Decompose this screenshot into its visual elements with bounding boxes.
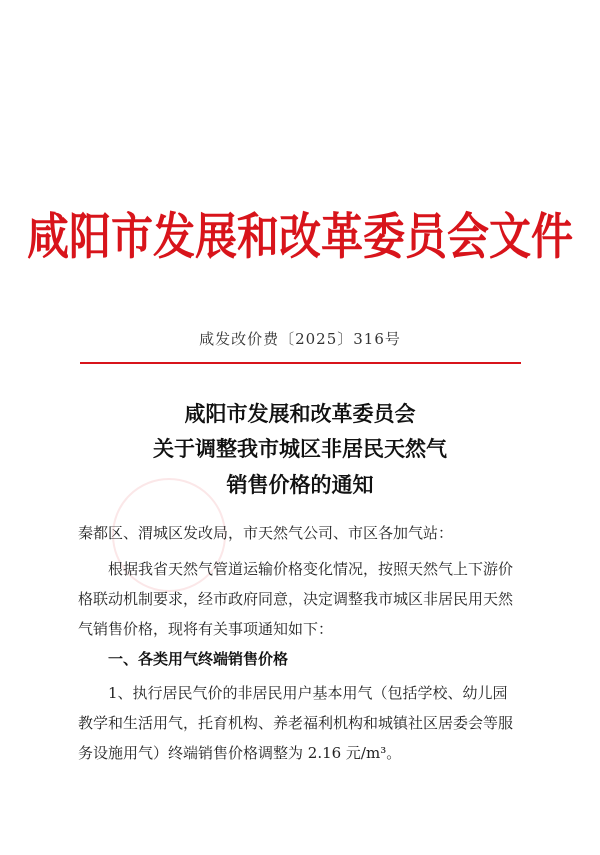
addressee: 秦都区、渭城区发改局，市天然气公司、市区各加气站： (78, 524, 454, 542)
body-paragraph-2: 1、执行居民气价的非居民用户基本用气（包括学校、幼儿园教学和生活用气，托育机构、养老福利机构和城镇社区居委会等服务设施用气）终端销售价格调整为 2.16 元/m³。 (78, 684, 514, 762)
section-heading-1: 一、各类用气终端销售价格 (108, 650, 289, 668)
body-paragraph-1: 根据我省天然气管道运输价格变化情况，按照天然气上下游价格联动机制要求，经市政府同意，决定调整我市城区非居民用天然气销售价格，现将有关事项通知如下： (78, 560, 514, 638)
notice-title-line-1: 咸阳市发展和改革委员会 (184, 401, 416, 426)
masthead-title: 咸阳市发展和改革委员会文件 (26, 207, 573, 266)
notice-title-line-3: 销售价格的通知 (226, 472, 374, 497)
document-number: 咸发改价费〔2025〕316号 (199, 330, 401, 348)
red-divider-line (80, 362, 521, 364)
notice-title-line-2: 关于调整我市城区非居民天然气 (153, 436, 447, 461)
